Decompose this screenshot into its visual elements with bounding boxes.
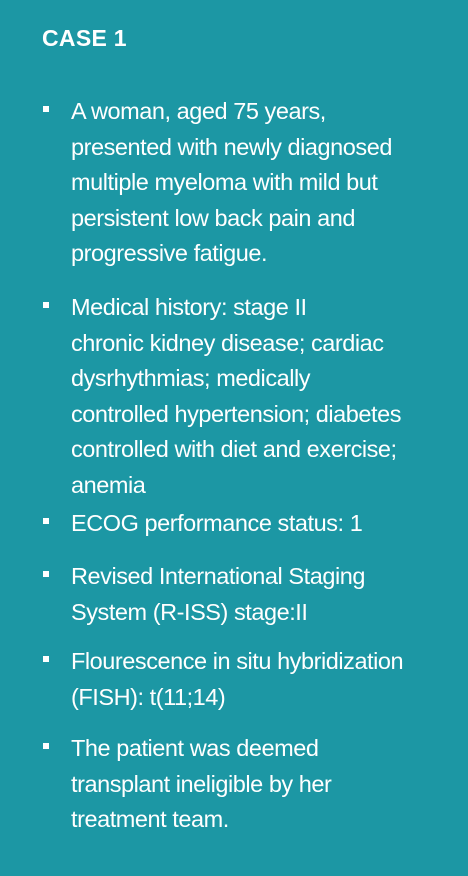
bullet-square-icon: [43, 656, 49, 662]
bullet-square-icon: [43, 571, 49, 577]
case-title: CASE 1: [42, 25, 127, 51]
list-item-text: Medical history: stage II chronic kidney disease; cardiac dysrhythmias; medically controlled hypertension; diabetes controlled with diet and exercise; anemia: [71, 294, 402, 498]
list-item-text: Revised International Staging System (R-ISS) stage:II: [71, 563, 365, 625]
bullet-square-icon: [43, 302, 49, 308]
bullet-square-icon: [43, 518, 49, 524]
list-item-text: Flourescence in situ hybridization (FISH): t(11;14): [71, 648, 404, 710]
list-item-text: ECOG performance status: 1: [71, 510, 363, 536]
list-item-text: A woman, aged 75 years, presented with newly diagnosed multiple myeloma with mild but persistent low back pain and progressive fatigue.: [71, 98, 392, 266]
bullet-square-icon: [43, 743, 49, 749]
bullet-square-icon: [43, 106, 49, 112]
list-item-text: The patient was deemed transplant ineligible by her treatment team.: [71, 735, 332, 832]
